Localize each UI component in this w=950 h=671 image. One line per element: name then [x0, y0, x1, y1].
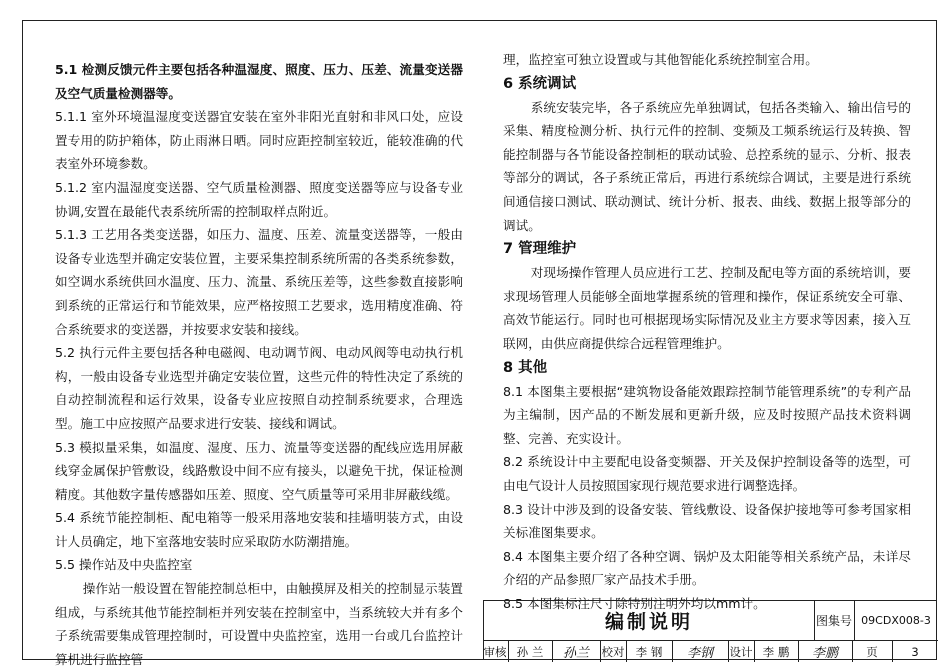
paragraph: 5.1.2 室内温湿度变送器、空气质量检测器、照度变送器等应与设备专业协调,安置在最能代表系统所需的控制取样点附近。 — [55, 179, 463, 219]
paragraph: 8.5 本图集标注尺寸除特别注明外均以mm计。 — [503, 595, 766, 611]
paragraph: 8.2 系统设计中主要配电设备变频器、开关及保护控制设备等的选型，可由电气设计人员按照国家现行规范要求进行调整选择。 — [503, 454, 911, 493]
left-column — [55, 58, 463, 671]
review-label: 审核 — [483, 641, 509, 662]
design-label: 设计 — [729, 641, 755, 662]
right-column — [503, 48, 911, 615]
signature-row — [483, 640, 938, 662]
paragraph: 5.1 检测反馈元件主要包括各种温湿度、照度、压力、压差、流量变送器及空气质量检测器等。 — [55, 62, 463, 101]
paragraph: 对现场操作管理人员应进行工艺、控制及配电等方面的系统培训，要求现场管理人员能够全面地掌握系统的管理和操作，保证系统安全可靠、高效节能运行。同时也可根据现场实际情况及业主方要求等因素，接入互联网，由供应商提供综合远程管理维护。 — [503, 265, 911, 351]
paragraph: 8.3 设计中涉及到的设备安装、管线敷设、设备保护接地等可参考国家相关标准图集要求。 — [503, 501, 911, 541]
paragraph: 5.3 模拟量采集，如温度、湿度、压力、流量等变送器的配线应选用屏蔽线穿金属保护管敷设，线路敷设中间不应有接头，以避免干扰，保证检测精度。其他数字量传感器如压差、照度、空气质量等可采用非屏蔽线缆。 — [55, 439, 463, 502]
paragraph: 5.2 执行元件主要包括各种电磁阀、电动调节阀、电动风阀等电动执行机构，一般由设备专业选型并确定安装位置，这些元件的特性决定了系统的自动控制流程和运行效果，设备专业应按照自动控制系统要求，合理选型。施工中应按照产品要求进行安装、接线和调试。 — [55, 345, 463, 431]
paragraph: 8.1 本图集主要根据“建筑物设备能效跟踪控制节能管理系统”的专利产品为主编制，因产品的不断发展和更新升级，应及时按照产品技术资料调整、完善、充实设计。 — [503, 383, 911, 446]
paragraph: 8.4 本图集主要介绍了各种空调、锅炉及太阳能等相关系统产品，未详尽介绍的产品参照厂家产品技术手册。 — [503, 548, 911, 588]
title-block — [483, 600, 937, 660]
atlas-number-label: 图集号 — [814, 601, 855, 640]
reviewer-signature: 孙兰 — [553, 641, 601, 662]
paragraph: 理，监控室可独立设置或与其他智能化系统控制室合用。 — [503, 52, 818, 67]
section-heading: 7 管理维护 — [503, 241, 577, 258]
page-label: 页 — [853, 641, 893, 662]
sheet-title: 编制说明 — [484, 601, 815, 640]
atlas-number: 09CDX008-3 — [861, 614, 931, 627]
paragraph: 系统安装完毕，各子系统应先单独调试，包括各类输入、输出信号的采集、精度检测分析、执行元件的控制、变频及工频系统运行及转换、智能控制器与各节能设备控制柜的联动试验、总控系统的显示、分析、报表等部分的调试，各子系统正常后，再进行系统综合调试，主要是进行系统间通信接口测试、联动测试、统计分析、报表、曲线、数据上报等部分的调试。 — [503, 99, 911, 233]
designer-name: 李 鹏 — [755, 641, 799, 662]
page-number: 3 — [911, 644, 919, 659]
section-heading: 8 其他 — [503, 359, 548, 376]
designer-signature: 李鹏 — [799, 641, 853, 662]
paragraph: 5.1.1 室外环境温湿度变送器宜安装在室外非阳光直射和非风口处，应设置专用的防护箱体，防止雨淋日晒。同时应距控制室较近，能较准确的代表室外环境参数。 — [55, 109, 463, 172]
section-heading: 6 系统调试 — [503, 75, 577, 92]
paragraph: 5.5 操作站及中央监控室 — [55, 557, 193, 573]
paragraph: 操作站一般设置在智能控制总柜中，由触摸屏及相关的控制显示装置组成，与系统其他节能控制柜并列安装在控制室中，当系统较大并有多个子系统需要集成管理控制时，可设置中央监控室，选用一台或几台监控计算机进行监控管 — [55, 581, 463, 667]
check-label: 校对 — [601, 641, 627, 662]
checker-signature: 李钢 — [673, 641, 729, 662]
checker-name: 李 钢 — [627, 641, 673, 662]
paragraph: 5.1.3 工艺用各类变送器，如压力、温度、压差、流量变送器等，一般由设备专业选型并确定安装位置，主要采集控制系统所需的各类系统参数，如空调水系统供回水温度、压力、流量、系统压差等，这些参数直接影响到系统的正常运行和节能效果，应严格按照工艺要求，选用精度准确、符合系统要求的变送器，并按要求安装和接线。 — [55, 227, 463, 337]
reviewer-name: 孙 兰 — [509, 641, 553, 662]
paragraph: 5.4 系统节能控制柜、配电箱等一般采用落地安装和挂墙明装方式，由设计人员确定，地下室落地安装时应采取防水防潮措施。 — [55, 510, 463, 549]
